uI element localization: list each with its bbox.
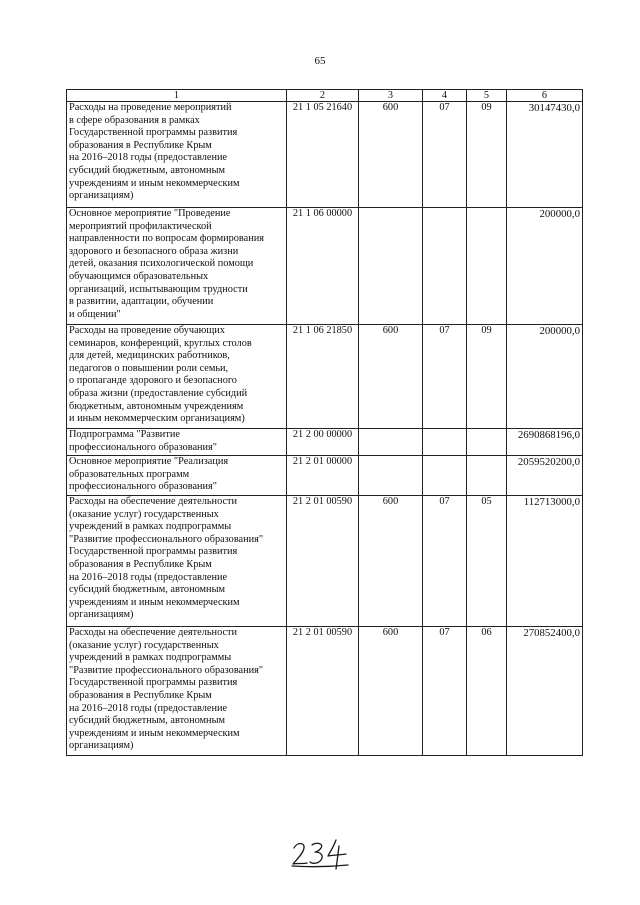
target-article-code: 21 2 01 00000 xyxy=(287,456,359,496)
subsection-code: 09 xyxy=(467,325,507,429)
amount: 112713000,0 xyxy=(507,496,583,627)
column-header: 1 xyxy=(67,90,287,102)
column-header: 2 xyxy=(287,90,359,102)
table-row xyxy=(67,102,583,208)
subsection-code: 05 xyxy=(467,496,507,627)
section-code xyxy=(423,429,467,456)
amount: 200000,0 xyxy=(507,325,583,429)
table-row xyxy=(67,456,583,496)
table-row xyxy=(67,325,583,429)
subsection-code xyxy=(467,429,507,456)
section-code: 07 xyxy=(423,627,467,756)
section-code: 07 xyxy=(423,496,467,627)
amount: 30147430,0 xyxy=(507,102,583,208)
row-description: Расходы на проведение мероприятий в сфере образования в рамках Государственной программы развития образования в Республике Крым на 2016–2018 годы (предоставление субсидий бюджетным, автономным учреждениям и иным некоммерческим организациям) xyxy=(67,102,287,208)
target-article-code: 21 2 01 00590 xyxy=(287,627,359,756)
column-header: 5 xyxy=(467,90,507,102)
subsection-code xyxy=(467,208,507,325)
amount: 270852400,0 xyxy=(507,627,583,756)
amount: 200000,0 xyxy=(507,208,583,325)
expense-type-code xyxy=(359,208,423,325)
target-article-code: 21 1 06 21850 xyxy=(287,325,359,429)
column-header: 4 xyxy=(423,90,467,102)
row-description: Расходы на обеспечение деятельности (оказание услуг) государственных учреждений в рамках подпрограммы "Развитие профессионального образования" Государственной программы развития образования в Республике Крым на 2016–2018 годы (предоставление субсидий бюджетным, автономным учреждениям и иным некоммерческим организациям) xyxy=(67,627,287,756)
column-header: 6 xyxy=(507,90,583,102)
expense-type-code: 600 xyxy=(359,325,423,429)
target-article-code: 21 1 06 00000 xyxy=(287,208,359,325)
row-description: Подпрограмма "Развитие профессионального образования" xyxy=(67,429,287,456)
expense-type-code xyxy=(359,429,423,456)
column-header: 3 xyxy=(359,90,423,102)
row-description: Основное мероприятие "Проведение мероприятий профилактической направленности по вопросам формирования здорового и безопасного образа жизни детей, оказания психологической помощи обучающимся образовательных организаций, испытывающим трудности в развитии, адаптации, обучении и общении" xyxy=(67,208,287,325)
table-row xyxy=(67,627,583,756)
expense-type-code: 600 xyxy=(359,102,423,208)
section-code: 07 xyxy=(423,325,467,429)
table-row xyxy=(67,429,583,456)
expense-type-code: 600 xyxy=(359,496,423,627)
handwritten-number-drawing xyxy=(288,836,352,872)
section-code xyxy=(423,208,467,325)
target-article-code: 21 2 01 00590 xyxy=(287,496,359,627)
expense-type-code xyxy=(359,456,423,496)
table-header-row xyxy=(67,90,583,102)
subsection-code xyxy=(467,456,507,496)
row-description: Расходы на обеспечение деятельности (оказание услуг) государственных учреждений в рамках подпрограммы "Развитие профессионального образования" Государственной программы развития образования в Республике Крым на 2016–2018 годы (предоставление субсидий бюджетным, автономным учреждениям и иным некоммерческим организациям) xyxy=(67,496,287,627)
row-description: Расходы на проведение обучающих семинаров, конференций, круглых столов для детей, медицинских работников, педагогов о повышении роли семьи, о пропаганде здорового и безопасного образа жизни (предоставление субсидий бюджетным, автономным учреждениям и иным некоммерческим организациям) xyxy=(67,325,287,429)
budget-table xyxy=(66,89,583,756)
handwritten-page-number xyxy=(288,836,352,877)
subsection-code: 09 xyxy=(467,102,507,208)
expense-type-code: 600 xyxy=(359,627,423,756)
table-row xyxy=(67,496,583,627)
amount: 2059520200,0 xyxy=(507,456,583,496)
row-description: Основное мероприятие "Реализация образовательных программ профессионального образования" xyxy=(67,456,287,496)
section-code: 07 xyxy=(423,102,467,208)
amount: 2690868196,0 xyxy=(507,429,583,456)
table-row xyxy=(67,208,583,325)
page-number: 65 xyxy=(314,55,326,67)
target-article-code: 21 2 00 00000 xyxy=(287,429,359,456)
target-article-code: 21 1 05 21640 xyxy=(287,102,359,208)
subsection-code: 06 xyxy=(467,627,507,756)
section-code xyxy=(423,456,467,496)
